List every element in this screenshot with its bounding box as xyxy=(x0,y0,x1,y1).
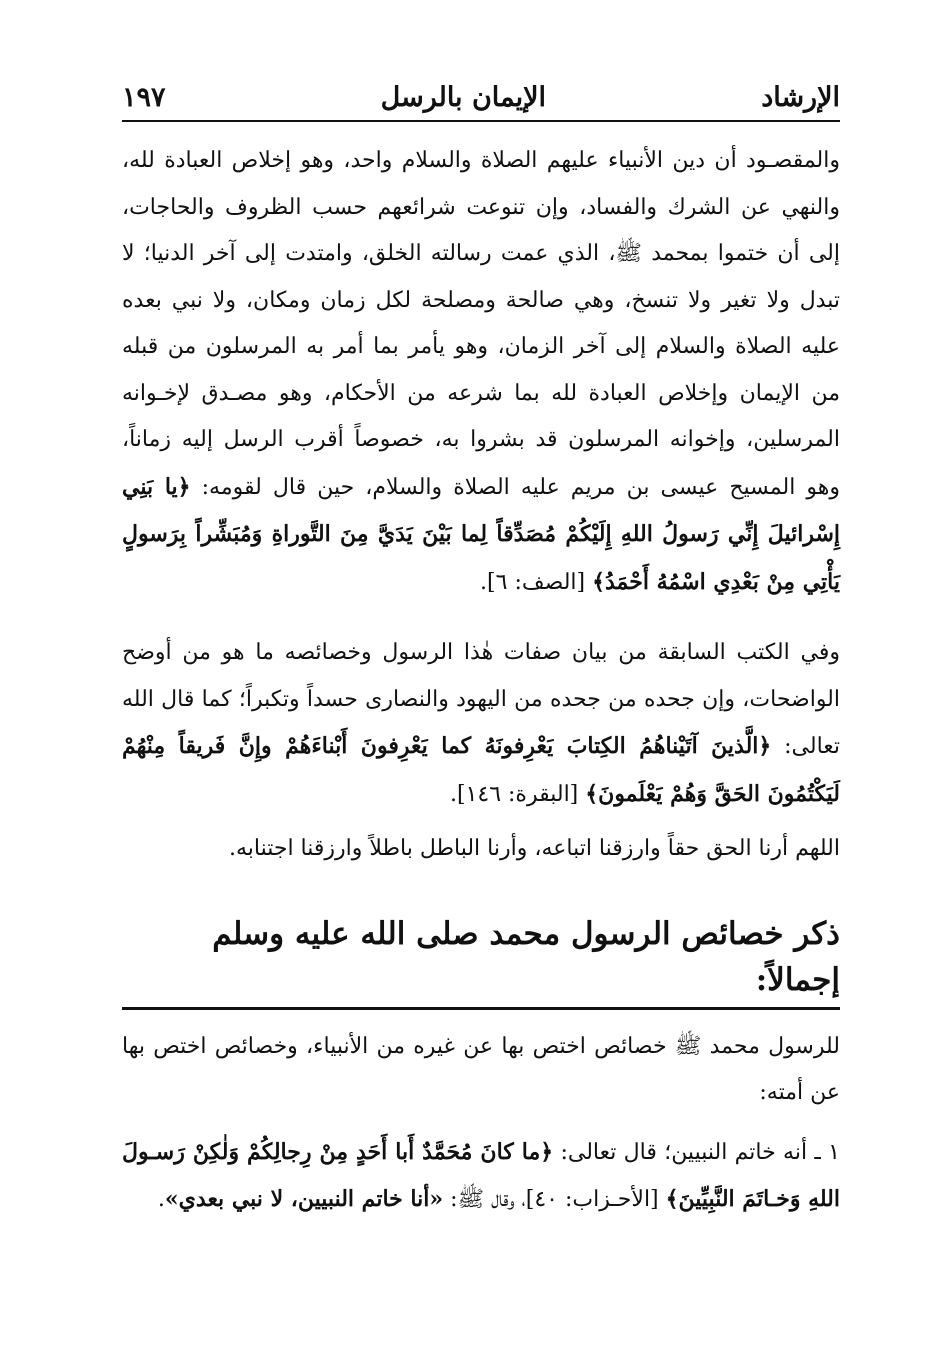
paragraph-supplication xyxy=(122,826,840,873)
list-item-seal-of-prophets xyxy=(122,1129,840,1224)
paragraph-text: والمقصـود أن دين الأنبياء عليهم الصلاة والسلام واحد، وهو إخلاص العبادة لله، والنهي عن الشرك والفساد، وإن تنوعت شرائعهم حسب الظروف والحاجات، إلى أن ختموا بمحمد ﷺ، الذي عمت رسالته الخلق، وامتدت إلى آخر الدنيا؛ لا تبدل ولا تغير ولا تنسخ، وهي صالحة ومصلحة لكل زمان ومكان، ولا نبي بعده عليه الصلاة والسلام إلى آخر الزمان، وهو يأمر بما أمر به المرسلون من قبله من الإيمان وإخلاص العبادة لله بما شرعه من الأحكام، وهو مصـدق لإخـوانه المرسلين، وإخوانه المرسلون قد بشروا به، خصوصاً أقرب الرسل إليه زماناً، وهو المسيح عيسى بن مريم عليه الصلاة والسلام، حين قال لقومه: xyxy=(122,148,840,500)
book-page xyxy=(122,78,840,1224)
quran-verse: ﴿يا بَنِي إِسْرائيلَ إِنِّي رَسولُ اللهِ إِلَيْكُمْ مُصَدِّقاً لِما بَيْنَ يَدَيَّ مِنَ التَّوراةِ وَمُبَشِّراً بِرَسولٍ يَأْتِي مِنْ بَعْدِي اسْمُهُ أَحْمَدُ﴾ xyxy=(122,473,840,595)
paragraph-text: للرسول محمد ﷺ خصائص اختص بها عن غيره من الأنبياء، وخصائص اختص بها عن أمته: xyxy=(122,1033,840,1105)
item-number: ١ ـ xyxy=(814,1139,840,1165)
page-number: ١٩٧ xyxy=(122,82,166,113)
paragraph-prophets-religion xyxy=(122,138,840,606)
hadith-quote: «أنا خاتم النبيين، لا نبي بعدي» xyxy=(164,1186,444,1212)
verse-reference: [الصف: ٦]. xyxy=(480,569,593,595)
item-text: أنه خاتم النبيين؛ قال تعالى: xyxy=(553,1139,815,1165)
quran-verse: ﴿الَّذينَ آتَيْناهُمُ الكِتابَ يَعْرِفونَهُ كما يَعْرِفونَ أَبْناءَهُمْ وإِنَّ فَريقاً مِنْهُمْ لَيَكْتُمُونَ الحَقَّ وَهُمْ يَعْلَمونَ﴾ xyxy=(122,733,840,807)
paragraph-previous-books xyxy=(122,630,840,818)
paragraph-text: وفي الكتب السابقة من بيان صفات هٰذا الرسول وخصائصه ما هو من أوضح الواضحات، وإن جحده من جحده من اليهود والنصارى حسداً وتكبراً؛ كما قال الله تعالى: xyxy=(122,640,841,759)
header-rule xyxy=(122,120,840,122)
paragraph-text: اللهم أرنا الحق حقاً وارزقنا اتباعه، وأرنا الباطل باطلاً وارزقنا اجتنابه. xyxy=(228,836,840,861)
verse-reference: [البقرة: ١٤٦]. xyxy=(450,781,586,807)
paragraph-intro-characteristics xyxy=(122,1024,840,1117)
chapter-title: الإيمان بالرسل xyxy=(380,82,547,113)
section-heading: ذكر خصائص الرسول محمد صلى الله عليه وسلم إجمالاً: xyxy=(122,911,840,1010)
item-end: . xyxy=(157,1187,165,1212)
running-header xyxy=(122,78,840,118)
section-heading-wrap xyxy=(122,873,840,1010)
verse-reference: [الأحـزاب: ٤٠]، وقال ﷺ: xyxy=(443,1187,666,1212)
quran-verse: ﴿ما كانَ مُحَمَّدٌ أَبا أَحَدٍ مِنْ رِجالِكُمْ وَلٰكِنْ رَسـولَ اللهِ وَخـاتَمَ النَّبِيِّينَ﴾ xyxy=(122,1138,840,1212)
book-title: الإرشاد xyxy=(761,82,840,113)
